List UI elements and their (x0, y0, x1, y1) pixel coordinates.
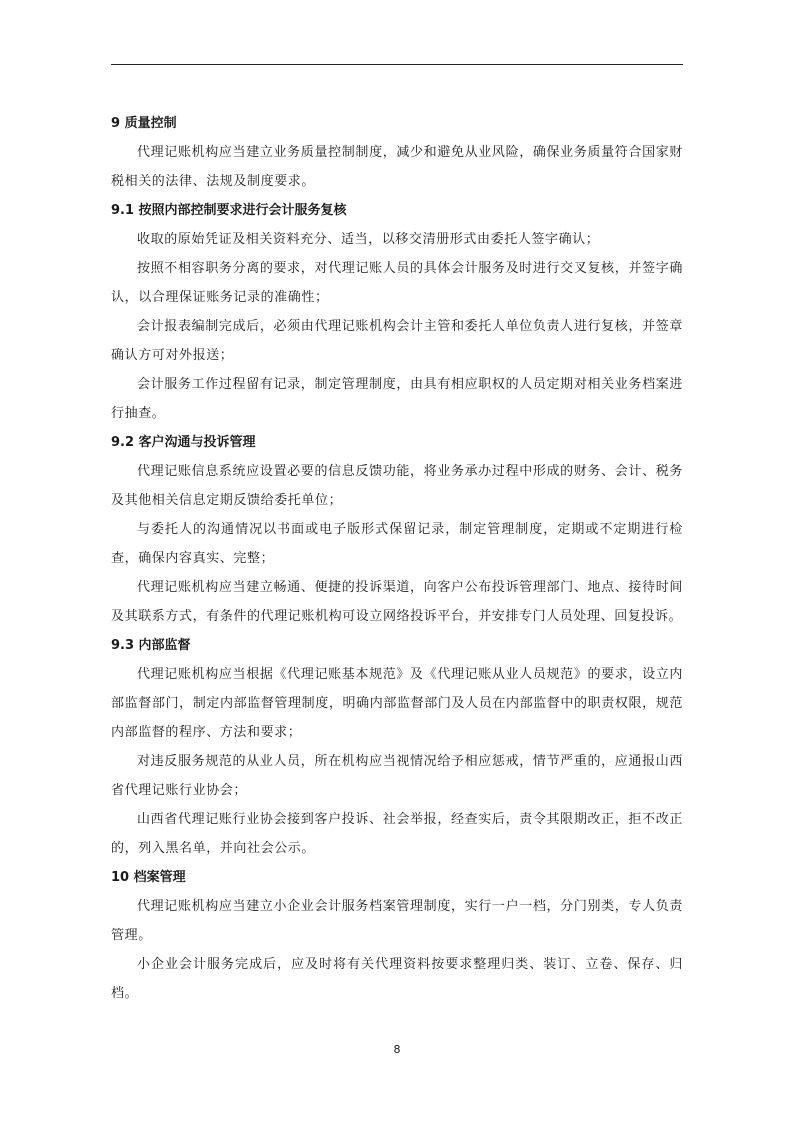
paragraph: 会计服务工作过程留有记录，制定管理制度，由具有相应职权的人员定期对相关业务档案进行抽查。 (111, 377, 683, 421)
section-10 (111, 863, 683, 1008)
section-9-3 (111, 631, 683, 863)
document-body (111, 109, 683, 1008)
paragraph: 小企业会计服务完成后，应及时将有关代理资料按要求整理归类、装订、立卷、保存、归档。 (111, 957, 683, 1001)
section-9 (111, 109, 683, 196)
paragraph: 代理记账机构应当建立业务质量控制制度，减少和避免从业风险，确保业务质量符合国家财税相关的法律、法规及制度要求。 (111, 145, 683, 189)
section-9-1 (111, 196, 683, 428)
paragraph: 代理记账机构应当根据《代理记账基本规范》及《代理记账从业人员规范》的要求，设立内部监督部门，制定内部监督管理制度，明确内部监督部门及人员在内部监督中的职责权限，规范内部监督的程序、方法和要求； (111, 667, 683, 740)
section-9-2 (111, 428, 683, 631)
paragraph: 与委托人的沟通情况以书面或电子版形式保留记录，制定管理制度，定期或不定期进行检查，确保内容真实、完整； (111, 522, 683, 566)
paragraph: 按照不相容职务分离的要求，对代理记账人员的具体会计服务及时进行交叉复核，并签字确认，以合理保证账务记录的准确性； (111, 261, 683, 305)
page-number: 8 (393, 1043, 401, 1056)
section-heading: 9.3 内部监督 (111, 638, 191, 653)
paragraph: 会计报表编制完成后，必须由代理记账机构会计主管和委托人单位负责人进行复核，并签章确认方可对外报送； (111, 319, 683, 363)
section-heading: 9 质量控制 (111, 116, 177, 131)
paragraph: 代理记账信息系统应设置必要的信息反馈功能，将业务承办过程中形成的财务、会计、税务及其他相关信息定期反馈给委托单位； (111, 464, 683, 508)
paragraph: 代理记账机构应当建立小企业会计服务档案管理制度，实行一户一档，分门别类，专人负责管理。 (111, 899, 683, 943)
paragraph: 代理记账机构应当建立畅通、便捷的投诉渠道，向客户公布投诉管理部门、地点、接待时间及其联系方式，有条件的代理记账机构可设立网络投诉平台，并安排专门人员处理、回复投诉。 (111, 580, 683, 624)
paragraph: 对违反服务规范的从业人员，所在机构应当视情况给予相应惩戒，情节严重的，应通报山西省代理记账行业协会； (111, 754, 683, 798)
paragraph: 山西省代理记账行业协会接到客户投诉、社会举报，经查实后，责令其限期改正，拒不改正的，列入黑名单，并向社会公示。 (111, 812, 683, 856)
header-rule (111, 64, 683, 65)
section-heading: 9.1 按照内部控制要求进行会计服务复核 (111, 203, 347, 218)
section-heading: 10 档案管理 (111, 870, 186, 885)
paragraph: 收取的原始凭证及相关资料充分、适当，以移交清册形式由委托人签字确认； (137, 232, 600, 247)
section-heading: 9.2 客户沟通与投诉管理 (111, 435, 256, 450)
